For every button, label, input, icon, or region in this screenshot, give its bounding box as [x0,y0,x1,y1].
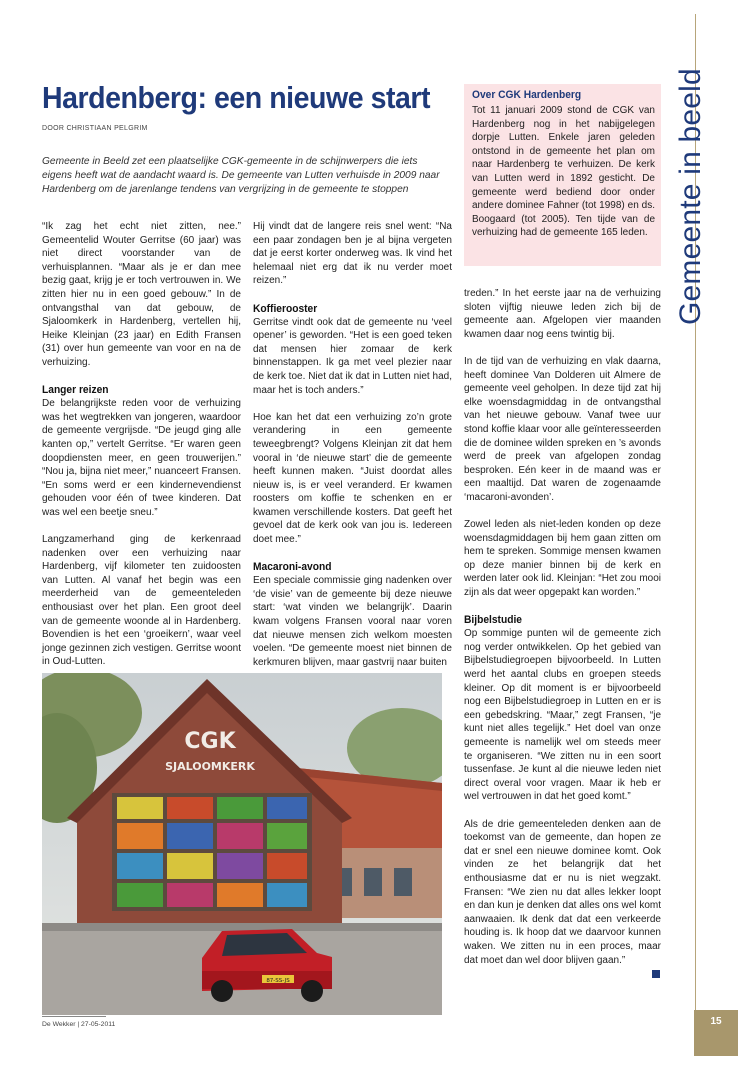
paragraph: In de tijd van de verhuizing en vlak daarna, heeft dominee Van Dolderen uit Almere de gemeente veel geholpen. In deze tijd zat hij elke woensdagmiddag in de ontvangsthal van het nieuwe gebouw. Vanaf twee uur stond koffie klaar voor alle geïnteresseerden die de dominee wilden spreken en ’s avonds werd de preek van afgelopen zondag besproken. Eén keer in de maand was er een maaltijd. Dat waren de zogenaamde ‘macaroni-avonden’. [464,355,661,503]
column-2 [253,220,452,683]
sign-cgk: CGK [184,729,236,754]
footer-rule [42,1016,106,1017]
paragraph: Een speciale commissie ging nadenken over ‘de visie’ van de gemeente bij deze nieuwe start: ‘wat vinden we belangrijk’. Daarin kwam volgens Fransen vooral naar voren dat nieuwe mensen zich welkom moesten voelen. “De gemeente moest niet binnen de kerkmuren blijven, maar gastvrij naar buiten [253,575,452,668]
paragraph: Op sommige punten wil de gemeente zich nog verder ontwikkelen. Op het gebied van Bijbelstudiegroepen bijvoorbeeld. In Lutten werd het aantal clubs en groepen steeds kleiner. Op dit moment is er bijvoorbeeld nog een Bijbelstudiegroep in Lutten en er is een gebedskring. “Maar,” zegt Fransen, “je kunt niet alles tegelijk.” Het doel van onze gemeente is namelijk wel om steeds meer te organiseren. “We zitten nu in een soort tussenfase. Je kunt al die nieuwe leden niet direct overal voor vragen. Maar ik heb er wel vertrouwen in dat het goed komt.” [464,628,661,803]
paragraph: Hij vindt dat de langere reis snel went: “Na een paar zondagen ben je al bijna vergeten dat je eerst korter onderweg was. Ik vind het helemaal niet erg dat ik nu verder moet reizen.” [253,221,452,287]
sidebar-body: Tot 11 januari 2009 stond de CGK van Hardenberg nog in het nabijgelegen dorpje Lutten. Enkele jaren geleden ontstond in de gemeente het plan om naar Hardenberg te verhuizen. De kerk van Lutten werd in 1892 gesticht. De gemeente werd bediend door onder andere dominee Fahner (tot 1998) en ds. Boogaard (tot 2005). Ten tijde van de verhuizing had de gemeente 165 leden. [472,105,655,239]
column-1 [42,220,241,683]
article-intro: Gemeente in Beeld zet een plaatselijke CGK-gemeente in de schijnwerpers die iets eigens heeft wat de aandacht waard is. De gemeente van Lutten verhuisde in 2009 naar Hardenberg om de jarenlange tendens van vergrijzing in de gemeente te stoppen [42,156,440,196]
footer-text: De Wekker | 27-05-2011 [42,1021,116,1028]
paragraph: Als de drie gemeenteleden denken aan de toekomst van de gemeente, dan hopen ze dat er snel een nieuwe dominee komt. Ook vinden ze het belangrijk dat het enthousiasme dat er nu is niet wegzakt. Fransen: “We zien nu dat alles lekker loopt en dan kun je denken dat alles ons wel komt aanwaaien. Ik denk dat dat een verkeerde houding is. Ik hoop dat we daarvoor kunnen waken. We zitten nu in een proces, maar dat moet dan wel door blijven gaan.” [464,818,661,966]
column-3 [464,287,661,981]
paragraph: “Ik zag het echt niet zitten, nee.” Gemeentelid Wouter Gerritse (60 jaar) was niet direct voorstander van de verhuisplannen. “Maar als je er dan mee bezig gaat, krijg je er toch vertrouwen in. We zitten hier nu in een goed gebouw.” In de ontvangsthal van dat gebouw, de Sjaloomkerk in Hardenberg, vertellen hij, Heike Kleinjan (23 jaar) en Edith Fransen (31) over hun gemeente van voor en na de verhuizing. [42,221,241,368]
subheading-bijbelstudie: Bijbelstudie [464,614,522,627]
sidebar-title: Over CGK Hardenberg [472,89,582,101]
info-sidebar [464,84,661,266]
subheading-koffierooster: Koffierooster [253,302,318,315]
section-label: Gemeente in beeld [674,68,707,325]
paragraph: De belangrijkste reden voor de verhuizing was het wegtrekken van jongeren, waardoor de gemeente vergrijsde. “De jeugd ging alle kanten op,” vertelt Gerritse. “Er waren geen doopdiensten meer, en geen trouwerijen.” “Nou ja, bijna niet meer,” nuanceert Fransen. “En soms werd er een kindernevendienst gehouden voor één of twee kinderen. Dat was wel een beetje sneu.” [42,398,241,518]
church-photo [42,673,442,1015]
stained-glass-window [112,793,312,911]
article-title: Hardenberg: een nieuwe start [42,80,431,115]
paragraph: Zowel leden als niet-leden konden op deze woensdagmiddagen bij hem gaan zitten om hem te spreken. Sommige mensen kwamen op deze manier binnen bij de kerk en werden later ook lid. Kleinjan: “Het zou mooi zijn als dat weer opgepakt kan worden.” [464,519,661,599]
paragraph: Langzamerhand ging de kerkenraad nadenken over een verhuizing naar Hardenberg, vijf kilometer ten zuidoosten van Lutten. Al vanaf het begin was een meerderheid van de gemeenteleden enthousiast over het plan. Een groot deel van de gemeente woonde al in Hardenberg. Bovendien is het een ‘groeikern’, waar veel jonge gezinnen zich vestigen. Gerritse woont in Oud-Lutten. [42,534,242,668]
sign-sjaloomkerk: SJALOOMKERK [165,760,255,773]
subheading-macaroni-avond: Macaroni-avond [253,561,332,574]
byline: DOOR CHRISTIAAN PELGRIM [42,125,148,132]
license-plate: 87-SS-JS [266,978,290,984]
paragraph: Hoe kan het dat een verhuizing zo’n grote verandering in een gemeente teweegbrengt? Volgens Kleinjan zit dat hem vooral in ‘de nieuwe start’ die de gemeente heeft kunnen maken. “Juist doordat alles nieuw is, is er veel veranderd. Er kwamen roosters om koffie te schenken en er kwamen verschillende kosters. Dat geeft het gevoel dat de kerk ook van jou is. Iedereen doet mee.” [253,411,452,546]
paragraph: Gerritse vindt ook dat de gemeente nu ‘veel opener’ is geworden. “Het is een goed teken dat mensen hier zomaar de kerk binnenstappen. Ik ga met veel plezier naar de kerk toe. Niet dat ik dat in Lutten niet had, maar het is toch anders.” [253,316,452,396]
subheading-langer-reizen: Langer reizen [42,384,109,397]
page-number: 15 [694,1010,738,1056]
end-mark [652,970,660,978]
paragraph: treden.” In het eerste jaar na de verhuizing sloten vijftig nieuwe leden zich bij de gemeente aan. Afgelopen vier maanden kwamen daar nog eens twintig bij. [464,288,661,340]
